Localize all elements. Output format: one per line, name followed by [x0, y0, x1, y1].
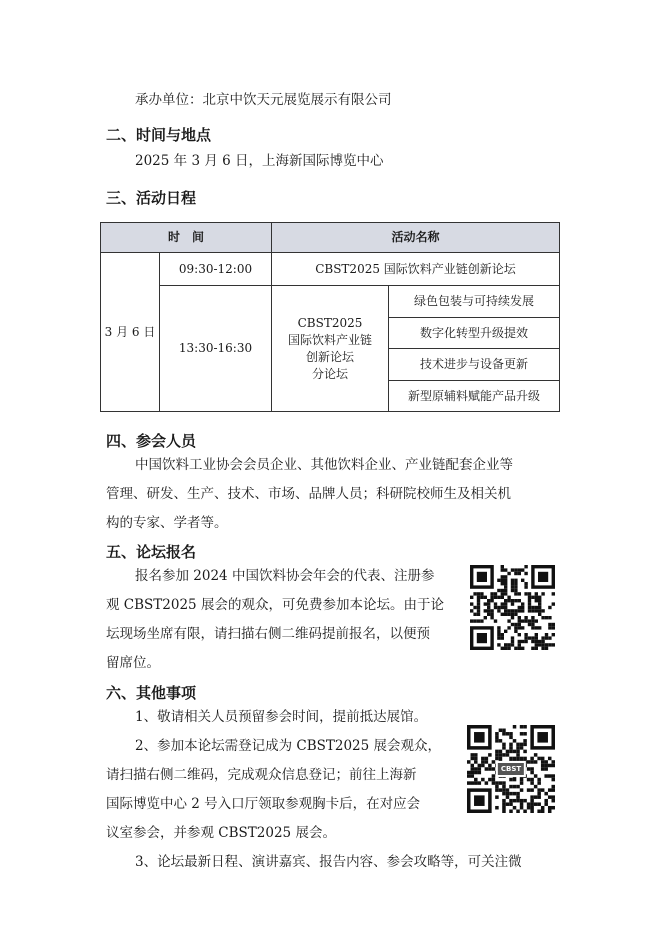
section-heading-time-place: 二、时间与地点 — [106, 126, 212, 144]
qr-logo-badge: CBST — [496, 761, 526, 777]
table-topic-technology: 技术进步与设备更新 — [388, 348, 560, 381]
section-heading-other: 六、其他事项 — [106, 684, 197, 702]
table-morning-activity: CBST2025 国际饮料产业链创新论坛 — [271, 252, 560, 286]
registration-qr-code — [470, 565, 555, 650]
schedule-table — [100, 222, 560, 412]
table-header-time: 时 间 — [100, 222, 272, 253]
table-date-cell: 3 月 6 日 — [100, 252, 160, 412]
organizer-line: 承办单位：北京中饮天元展览展示有限公司 — [135, 92, 392, 108]
registration-line: 留席位。 — [106, 655, 160, 671]
qr-code-icon — [470, 565, 555, 650]
table-topic-green-packaging: 绿色包装与可持续发展 — [388, 285, 560, 318]
table-subforum-cell — [271, 285, 389, 412]
attendees-line: 中国饮料工业协会会员企业、其他饮料企业、产业链配套企业等 — [135, 457, 513, 473]
attendees-line: 构的专家、学者等。 — [106, 515, 228, 531]
attendees-line: 管理、研发、生产、技术、市场、品牌人员；科研院校师生及相关机 — [106, 486, 511, 502]
other-item-2-line: 2、参加本论坛需登记成为 CBST2025 展会观众， — [135, 738, 442, 754]
table-header-activity: 活动名称 — [271, 222, 560, 253]
subforum-line: 创新论坛 — [305, 349, 354, 364]
other-item-2-line: 请扫描右侧二维码，完成观众信息登记；前往上海新 — [106, 767, 417, 783]
registration-line: 坛现场坐席有限，请扫描右侧二维码提前报名，以便预 — [106, 626, 430, 642]
other-item-2-line: 国际博览中心 2 号入口厅领取参观胸卡后，在对应会 — [106, 796, 421, 812]
section-heading-schedule: 三、活动日程 — [106, 189, 197, 207]
visitor-qr-code — [467, 725, 555, 813]
registration-line: 报名参加 2024 中国饮料协会年会的代表、注册参 — [135, 568, 435, 584]
registration-line: 观 CBST2025 展会的观众，可免费参加本论坛。由于论 — [106, 597, 444, 613]
time-place-text: 2025 年 3 月 6 日，上海新国际博览中心 — [135, 153, 384, 169]
table-afternoon-time: 13:30-16:30 — [159, 285, 272, 412]
table-topic-materials: 新型原辅料赋能产品升级 — [388, 380, 560, 412]
subforum-line: CBST2025 — [297, 315, 363, 330]
table-morning-time: 09:30-12:00 — [159, 252, 272, 286]
other-item-1: 1、敬请相关人员预留参会时间，提前抵达展馆。 — [135, 709, 428, 725]
subforum-line: 国际饮料产业链 — [287, 332, 372, 347]
subforum-line: 分论坛 — [311, 366, 348, 381]
table-topic-digital: 数字化转型升级提效 — [388, 317, 560, 349]
section-heading-registration: 五、论坛报名 — [106, 543, 197, 561]
other-item-2-line: 议室参会，并参观 CBST2025 展会。 — [106, 825, 336, 841]
other-item-3: 3、论坛最新日程、演讲嘉宾、报告内容、参会攻略等，可关注微 — [135, 854, 522, 870]
section-heading-attendees: 四、参会人员 — [106, 432, 197, 450]
